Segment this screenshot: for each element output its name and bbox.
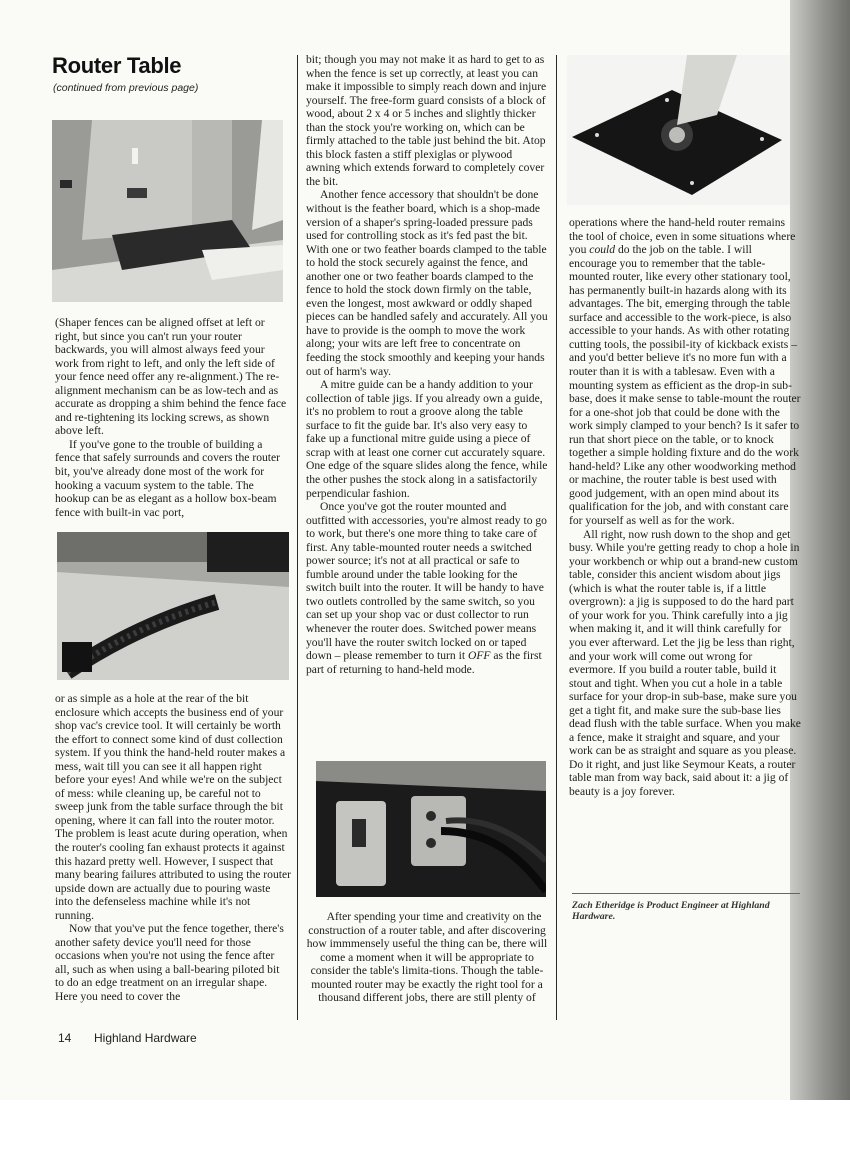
paragraph: (Shaper fences can be aligned offset at left or right, but since you can't run your router backwards, you will almost always feed your work from right to left, and only the left side of your fence need offer any re-alignment.) The re-alignment mechanism can be as low-tech and as accurate as dropping a shim behind the fence face and re-tightening its locking screws, as shown above left. [55, 316, 287, 438]
emphasis-could: could [589, 243, 616, 257]
column-1-bottom [55, 692, 291, 1004]
paragraph [569, 216, 801, 528]
column-2-top [306, 53, 548, 676]
paragraph: or as simple as a hole at the rear of the bit enclosure which accepts the business end of your shop vac's crevice tool. It will certainly be worth the effort to connect some kind of dust collection system. If you think the hand-held router makes a mess, wait till you can see it all happen right before your eyes! And while we're on the subject of mess: while cleaning up, be careful not to sweep junk from the table surface through the bit opening, where it can fall into the router motor. The problem is least acute during operation, when the router's cooling fan exhaust protects it against this hazard pretty well. However, I suspect that many bearing failures attributed to using the router upside down are actually due to pouring waste into the defenseless machine while it's not running. [55, 692, 291, 922]
paragraph: Now that you've put the fence together, there's another safety device you'll need for those occasions when you're not using the fence after all, such as when using a ball-bearing piloted bit to do an edge treatment on an irregular shape. Here you need to cover the [55, 922, 284, 1004]
paragraph: A mitre guide can be a handy addition to your collection of table jigs. If you already own a guide, it's no problem to rout a groove along the table surface to fit the guide bar. It's also very easy to fake up a functional mitre guide using a piece of scrap with at least one corner cut accurately square. One edge of the square slides along the fence, while the other pushes the stock along in a satisfactorily perpendicular fashion. [306, 378, 548, 500]
photo-shaper-fence [52, 120, 283, 302]
scan-margin [0, 1100, 850, 1169]
author-byline: Zach Etheridge is Product Engineer at Highland Hardware. [572, 900, 770, 922]
article-subtitle: (continued from previous page) [53, 82, 199, 94]
column-3 [569, 216, 801, 799]
photo-vacuum-hose [57, 532, 289, 680]
column-rule-right [556, 55, 557, 1020]
text-run: as the first part of returning to hand-held mode. [306, 649, 542, 676]
photo-drop-in-sub-base [567, 55, 790, 205]
byline-rule [572, 893, 800, 894]
paragraph: If you've gone to the trouble of building a fence that safely surrounds and covers the router bit, you've already done most of the work for hooking a vacuum system to the table. The hookup can be as elegant as a hollow box-beam fence with built-in vac port, [55, 437, 281, 519]
photo-switch-outlet [316, 761, 546, 897]
column-2-bottom [306, 910, 548, 1005]
paragraph [306, 500, 548, 676]
column-rule-left [297, 55, 298, 1020]
paragraph: All right, now rush down to the shop and get busy. While you're getting ready to chop a hole in your workbench or whip out a brand-new custom table, consider this ancient wisdom about jigs (which is what the router table is, if a little overgrown): a jig is supposed to do the hard part of your work for you. Think carefully into a jig when making it, and it will think carefully for you ever afterward. Let the jig be less than right, and your work will come out wrong for evermore. If you build a router table, build it stout and tight. When you cut a hole in a table surface for your drop-in sub-base, make sure you get a tight fit, and make sure the sub-base lies dead flush with the table surface. When you make a fence, make it straight and square, and your work can be as straight and square as you please. Do it right, and just like Seymour Keats, a router table man from way back, said about it: a jig of beauty is a joy forever. [569, 527, 801, 798]
paragraph: Another fence accessory that shouldn't be done without is the feather board, which is a shop-made version of a shaper's spring-loaded pressure pads used for controlling stock as it's fed past the bit. With one or two feather boards clamped to the table to hold the stock securely against the fence, and another one or two feather boards clamped to the fence to hold the stock down firmly on the table, even the longest, most awkward or oddly shaped pieces can be handled safely and accurately. All you have to provide is the oomph to move the work along; your wits are left free to concentrate on feeding the stock smoothly and keeping your hands out of harm's way. [306, 188, 548, 378]
article-title: Router Table [52, 53, 182, 78]
paragraph: bit; though you may not make it as hard to get to as when the fence is set up correctly, at least you can make it impossible to simply reach down and injure yourself. The free-form guard consists of a block of wood, about 2 x 4 or 5 inches and slightly thicker than the stock you're working on, which can be firmly attached to the table just behind the bit. Atop this block fasten a stiff plexiglas or plywood awning which extends forward to completely cover the bit. [306, 53, 547, 188]
column-1-top [55, 316, 288, 519]
emphasis-off: OFF [467, 649, 491, 663]
paragraph: After spending your time and creativity on the construction of a router table, and after discovering how immmensely useful the thing can be, there will come a moment when it will be appropriate to consider the table's limita-tions. Though the table-mounted router may be exactly the right tool for a thousand different jobs, there are still plenty of [306, 910, 548, 1005]
text-run: do the job on the table. I will encourage you to remember that the table-mounted router, like every other stationary tool, has permanently built-in hazards along with its advantages. The bit, emerging through the table surface and accessible to the work-piece, is also accessible to your hands. As with other rotating cutting tools, the possibil-ity of kickback exists – and you'd better believe it's no more fun with a router than it is with a tablesaw. Even with a mounting system as efficient as the drop-in sub-base, does it make sense to table-mount the router for a one-shot job that could be done with the work simply clamped to your bench? Is it safer to run that short piece on the table, or to knock together a simple holding fixture and do the work hand-held? Like any other woodworking method or machine, the router table is best used with good judgement, with an open mind about its qualification for the job, and with constant care for yourself as well as for the work. [569, 243, 801, 528]
text-run: operations where the hand-held router remains the tool of choice, even in some situations where you [569, 216, 796, 257]
text-run: Once you've got the router mounted and outfitted with accessories, you're almost ready to go to work, but there's one more thing to take care of first. Any table-mounted router needs a switched power source; it's not at all practical or safe to fumble around under the table looking for the switch built into the router. It will be handy to have two outlets controlled by the same switch, so you can set up your shop vac or dust collector to run whenever the router does. Switched power means you'll have the router switch locked on or taped down – please remember to turn it [306, 500, 547, 663]
publication-name: Highland Hardware [94, 1031, 197, 1045]
page-number: 14 [58, 1031, 72, 1045]
